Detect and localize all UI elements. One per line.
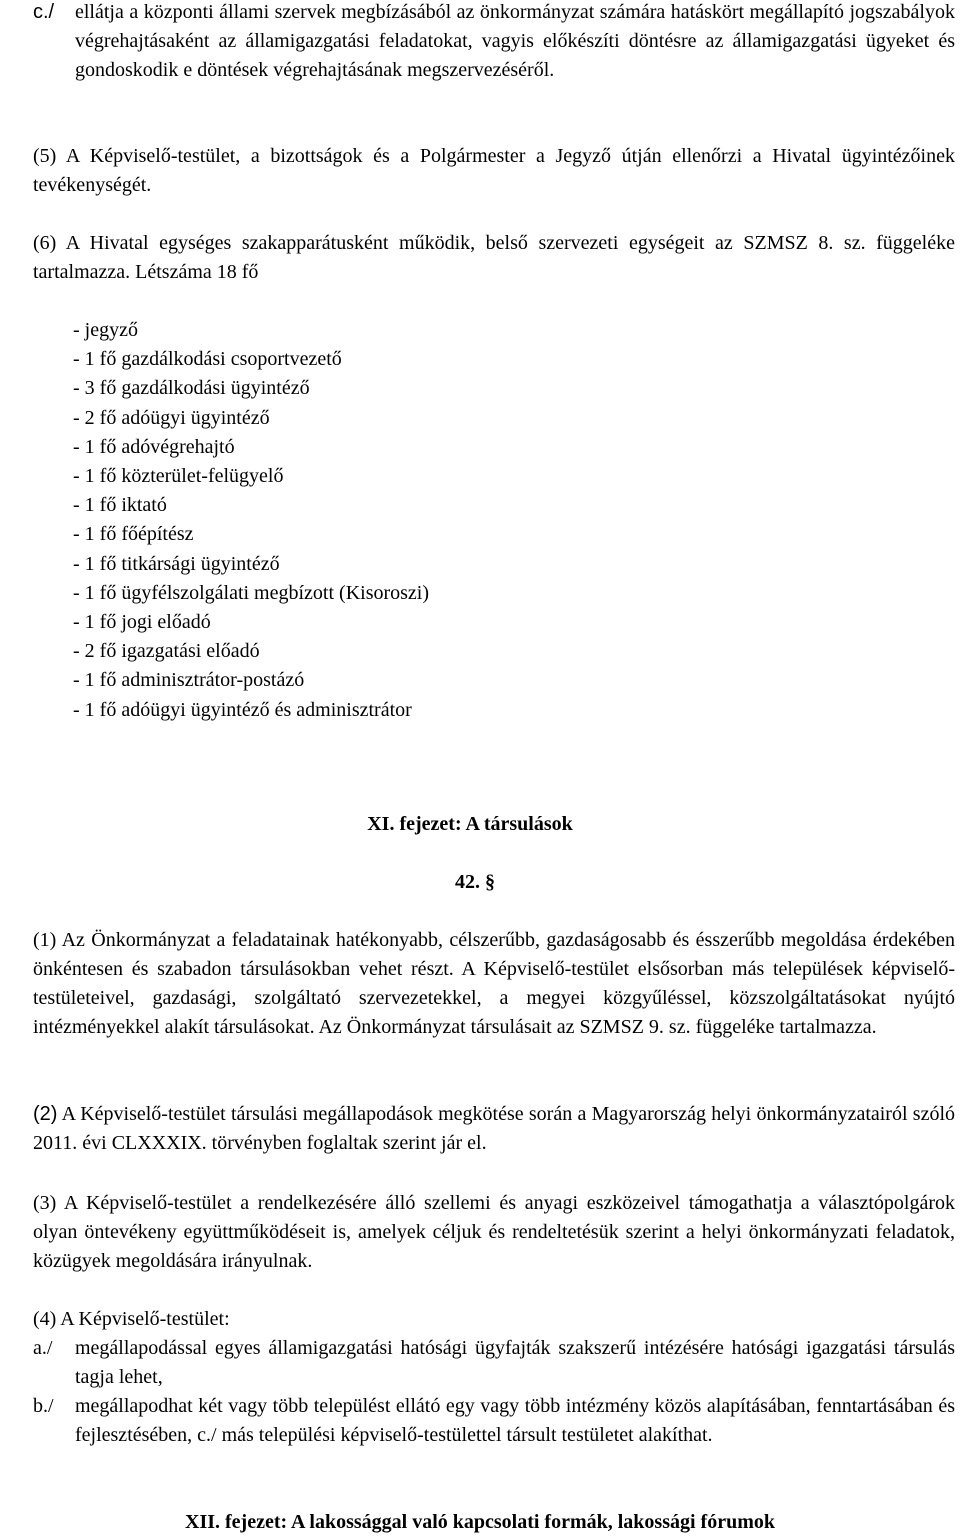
- staff-item: - 1 fő adminisztrátor-postázó: [73, 669, 305, 692]
- paragraph-2-text: A Képviselő-testület társulási megállapodások megkötése során a Magyarország helyi önkormányzatairól szóló 2011. évi CLXXXIX. törvényben foglaltak szerint jár el.: [33, 1103, 955, 1154]
- staff-item: - 1 fő ügyfélszolgálati megbízott (Kisoroszi): [73, 581, 430, 604]
- paragraph-5: (5) A Képviselő-testület, a bizottságok és a Polgármester a Jegyző útján ellenőrzi a Hivatal ügyintézőinek tevékenységét.: [33, 145, 955, 196]
- paragraph-4-label: (4) A Képviselő-testület:: [33, 1308, 230, 1330]
- staff-item: - 2 fő adóügyi ügyintéző: [73, 406, 270, 429]
- item-b-marker: b./: [33, 1395, 54, 1417]
- staff-item: - 1 fő gazdálkodási csoportvezető: [73, 348, 342, 371]
- paragraph-6: (6) A Hivatal egységes szakapparátusként működik, belső szervezeti egységeit az SZMSZ 8. sz. függeléke tartalmazza. Létszáma 18 fő: [33, 232, 955, 283]
- staff-item: - 1 fő jogi előadó: [73, 611, 211, 634]
- staff-item: - 3 fő gazdálkodási ügyintéző: [73, 377, 310, 400]
- staff-item: - 1 fő főépítész: [73, 523, 194, 546]
- item-c-marker: c./: [33, 1, 55, 23]
- item-b-text: megállapodhat két vagy több települést ellátó egy vagy több intézmény közös alapításában, fenntartásában és fejlesztésében, c./ más települési képviselő-testülettel társult testületet alakíthat.: [75, 1395, 955, 1446]
- paragraph-1: (1) Az Önkormányzat a feladatainak hatékonyabb, célszerűbb, gazdaságosabb és ésszerűbb megoldása érdekében önkéntesen és szabadon társulásokban vehet részt. A Képviselő-testület elsősorban más települések képviselő-testületeivel, gazdasági, szolgáltató szervezetekkel, a megyei közgyűléssel, közszolgáltatásokat nyújtó intézményekkel alakít társulásokat. Az Önkormányzat társulásait az SZMSZ 9. sz. függeléke tartalmazza.: [33, 929, 955, 1038]
- chapter-12-title: XII. fejezet: A lakossággal való kapcsolati formák, lakossági fórumok: [185, 1511, 775, 1533]
- section-42-mark: 42. §: [455, 871, 495, 893]
- paragraph-2: [33, 1100, 955, 1158]
- chapter-11-title: XI. fejezet: A társulások: [367, 813, 573, 835]
- paragraph-2-number: (2): [33, 1103, 58, 1125]
- item-c-text: ellátja a központi állami szervek megbízásából az önkormányzat számára hatáskört megállapító jogszabályok végrehajtásaként az államigazgatási feladatokat, vagyis előkészíti döntésre az államigazgatási ügyeket és gondoskodik e döntések végrehajtásának megszervezéséről.: [75, 1, 955, 81]
- staff-item: - 1 fő közterület-felügyelő: [73, 465, 284, 488]
- staff-item: - 1 fő titkársági ügyintéző: [73, 552, 280, 575]
- staff-item: - jegyző: [73, 319, 138, 341]
- staff-list: [73, 316, 429, 725]
- staff-item: - 1 fő adóvégrehajtó: [73, 435, 235, 458]
- staff-item: - 1 fő iktató: [73, 494, 167, 517]
- paragraph-3: (3) A Képviselő-testület a rendelkezésére álló szellemi és anyagi eszközeivel támogathatja a választópolgárok olyan öntevékeny együttműködéseit is, amelyek céljuk és rendeltetésük szerint a helyi önkormányzati feladatok, közügyek megoldására irányulnak.: [33, 1192, 955, 1272]
- item-a-text: megállapodással egyes államigazgatási hatósági ügyfajták szakszerű intézésére hatósági igazgatási társulás tagja lehet,: [75, 1337, 955, 1388]
- item-a-marker: a./: [33, 1337, 53, 1359]
- staff-item: - 2 fő igazgatási előadó: [73, 640, 260, 663]
- staff-item: - 1 fő adóügyi ügyintéző és adminisztrátor: [73, 698, 412, 721]
